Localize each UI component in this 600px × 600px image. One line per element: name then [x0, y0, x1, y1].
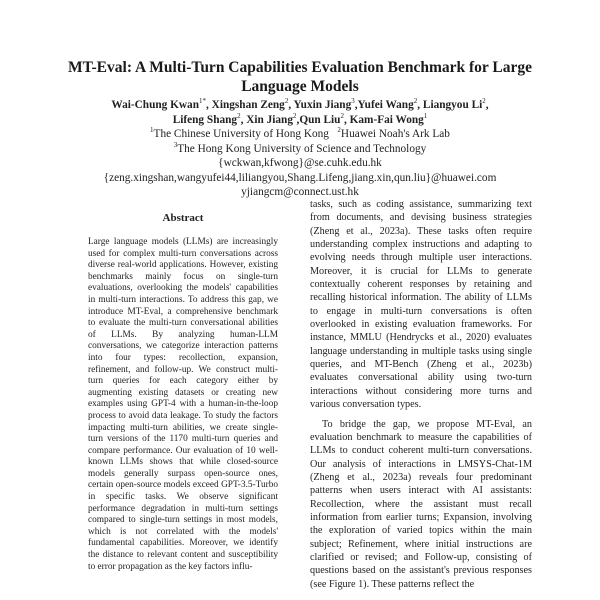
- author-list: Wai-Chung Kwan$^{1*}$, Xingshan Zeng$^2$, Yuxin Jiang$^3$,Yufei Wang$^2$, Liangyou Li$^2$, Lifeng Shang$^2$, Xin Jiang$^2$,Qun Liu$^2$, Kam-Fai Wong$^1$: [111, 97, 489, 126]
- email-line: yjiangcm@connect.ust.hk: [241, 186, 359, 198]
- author-name: Wai-Chung Kwan: [111, 99, 199, 111]
- author-affil-mark: 2: [482, 97, 486, 106]
- author-affil-mark: 2: [340, 112, 344, 121]
- author-name: Lifeng Shang: [172, 114, 238, 126]
- author-affil-mark: 1*: [199, 97, 206, 106]
- author-affil-mark: 1: [423, 112, 428, 121]
- author-affil-mark: 2: [237, 112, 241, 121]
- author-affil-mark: 2: [293, 112, 297, 121]
- author-name: Xingshan Zeng: [211, 99, 285, 111]
- affil-mark: 2: [337, 126, 341, 135]
- affil-mark: 3: [173, 140, 178, 149]
- author-name: Xin Jiang: [246, 114, 293, 126]
- author-affil-mark: 2: [413, 97, 418, 106]
- affiliation-hkust: The Hong Kong University of Science and Technology: [177, 142, 427, 155]
- email-line: {zeng.xingshan,wangyufei44,liliangyou,Shang.Lifeng,jiang.xin,qun.liu}@huawei.com: [103, 171, 497, 184]
- intro-column: [310, 198, 532, 591]
- author-affil-mark: 2: [284, 97, 289, 106]
- paper-title: MT-Eval: A Multi-Turn Capabilities Evaluation Benchmark for Large Language Models: [67, 59, 533, 95]
- affil-mark: 1: [150, 126, 154, 135]
- affiliation-line: [40, 142, 560, 157]
- author-affil-mark: 3: [351, 97, 355, 106]
- author-name: Liangyou Li: [422, 99, 483, 111]
- abstract-text: Large language models (LLMs) are increasingly used for complex multi-turn conversations across diverse real-world applications. However, existing benchmarks mainly focus on single-turn evaluations, overlooking the models' capabilities in multi-turn interactions. To address this gap, we introduce MT-Eval, a comprehensive benchmark to evaluate the multi-turn conversational abilities of LLMs. By analyzing human-LLM conversations, we categorize interaction patterns into four types: recollection, expansion, refinement, and follow-up. We construct multi-turn queries for each category either by augmenting existing datasets or creating new examples using GPT-4 with a human-in-the-loop process to avoid data leakage. To study the factors impacting multi-turn abilities, we create single-turn versions of the 1170 multi-turn queries and compare performance. Our evaluation of 10 well-known LLMs shows that while closed-source models generally surpass open-source ones, certain open-source models exceed GPT-3.5-Turbo in specific tasks. We observe significant performance degradation in multi-turn settings compared to single-turn settings in most models, which is not correlated with the models' fundamental capabilities. Moreover, we identify the distance to relevant content and susceptibility to error propagation as the key factors influ-: [88, 237, 278, 572]
- email-line: {wckwan,kfwong}@se.cuhk.edu.hk: [218, 157, 382, 169]
- author-name: Kam-Fai Wong: [349, 114, 424, 126]
- affiliations: [40, 127, 560, 200]
- author-name: Yuxin Jiang: [293, 99, 352, 111]
- author-name: Qun Liu: [299, 114, 341, 126]
- author-name: Yufei Wang: [357, 99, 414, 111]
- affiliation-cuhk: The Chinese University of Hong Kong: [153, 128, 329, 140]
- intro-paragraph: tasks, such as coding assistance, summarizing text from documents, and devising business strategies (Zheng et al., 2023a). These tasks often require understanding complex instructions and adapting to evolving needs through multiple user interactions. Moreover, it is crucial for LLMs to generate contextually coherent responses by retaining and recalling historical information. The ability of LLMs to engage in multi-turn conversations is often overlooked in existing evaluation frameworks. For instance, MMLU (Hendrycks et al., 2020) evaluates language understanding in multiple tasks using single queries, and MT-Bench (Zheng et al., 2023b) evaluates conversational ability using two-turn interactions without considering more turns and various conversation types.: [310, 199, 532, 411]
- affiliation-huawei: Huawei Noah's Ark Lab: [340, 128, 450, 140]
- affiliation-line: [40, 127, 560, 142]
- intro-paragraph: To bridge the gap, we propose MT-Eval, an evaluation benchmark to measure the capabilities of LLMs to conduct coherent multi-turn conversations. Our analysis of interactions in LMSYS-Chat-1M (Zheng et al., 2023a) reveals four predominant patterns when users interact with AI assistants: Recollection, where the assistant must recall information from earlier turns; Expansion, involving the exploration of varied topics within the main subject; Refinement, where initial instructions are clarified or revised; and Follow-up, consisting of questions based on the assistant's previous responses (see Figure 1). These patterns reflect the: [310, 418, 532, 590]
- abstract-heading: Abstract: [162, 212, 204, 224]
